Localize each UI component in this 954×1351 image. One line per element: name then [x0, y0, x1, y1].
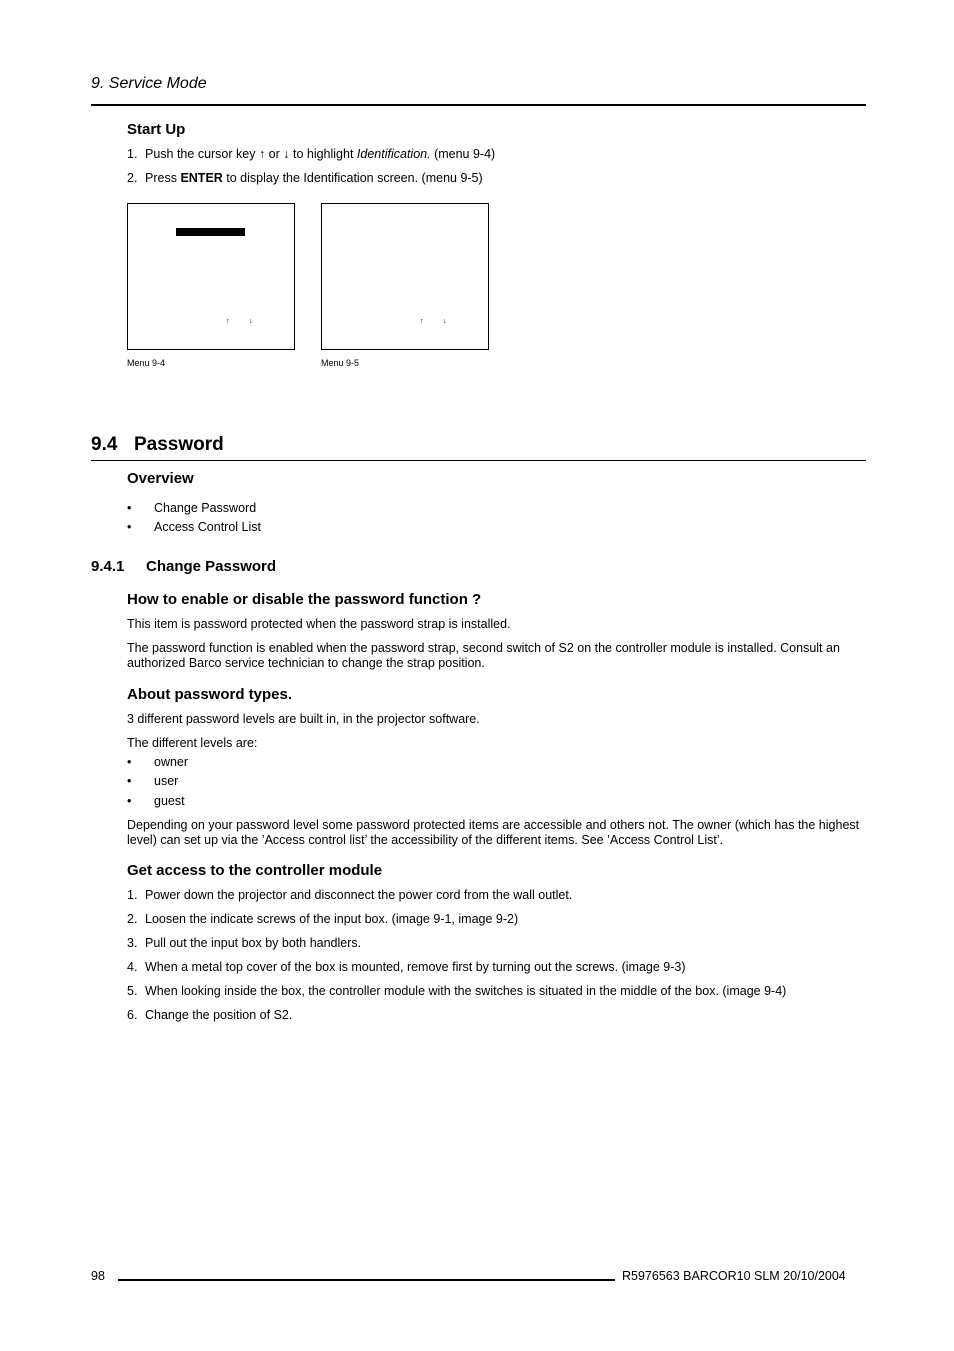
types-paragraph-3: Depending on your password level some password protected items are accessible and others not. The owner (which has the highest level) can set up via the ’Access control list’ the accessibility of the different items. See ’Access Control List’.	[127, 818, 860, 847]
bullet-icon: •	[127, 755, 132, 769]
menu-9-4-screen	[127, 203, 295, 350]
menu-9-5-caption: Menu 9-5	[321, 358, 360, 368]
bullet-icon: •	[127, 794, 132, 808]
types-paragraph-1: 3 different password levels are built in, in the projector software.	[127, 712, 480, 726]
access-heading: Get access to the controller module	[127, 862, 383, 879]
section-title: Password	[134, 434, 224, 455]
step-text-after: to display the Identification screen. (menu 9-5)	[222, 171, 483, 185]
subsection-number: 9.4.1	[91, 558, 125, 575]
access-step-2: 2. Loosen the indicate screws of the input box. (image 9-1, image 9-2)	[127, 912, 519, 926]
step-emphasis: Identification.	[356, 147, 431, 161]
header-rule	[91, 104, 866, 106]
page-number: 98	[91, 1269, 105, 1283]
enable-paragraph-1: This item is password protected when the password strap is installed.	[127, 617, 511, 631]
arrow-up-icon: ↑	[226, 318, 230, 325]
subsection-title: Change Password	[146, 558, 277, 575]
access-step-6: 6. Change the position of S2.	[127, 1008, 293, 1022]
bullet-icon: •	[127, 520, 132, 534]
section-rule	[91, 460, 866, 461]
chapter-title: 9. Service Mode	[91, 75, 207, 92]
access-step-4: 4. When a metal top cover of the box is mounted, remove first by turning out the screws. (image 9-3)	[127, 960, 686, 974]
document-reference: R5976563 BARCOR10 SLM 20/10/2004	[622, 1269, 846, 1283]
subsection-heading	[91, 558, 276, 575]
step-number: 2.	[127, 171, 138, 185]
enable-heading: How to enable or disable the password function ?	[127, 591, 482, 608]
step-number: 1.	[127, 147, 138, 161]
startup-step-2	[127, 171, 483, 186]
enable-paragraph-2: The password function is enabled when the password strap, second switch of S2 on the controller module is installed. Consult an authorized Barco service technician to change the strap position.	[127, 641, 840, 670]
bullet-icon: •	[127, 501, 132, 515]
access-step-3: 3. Pull out the input box by both handlers.	[127, 936, 362, 950]
menu-9-5-screen	[321, 203, 489, 350]
menu-9-4-caption: Menu 9-4	[127, 358, 166, 368]
step-strong: ENTER	[180, 171, 223, 185]
startup-heading: Start Up	[127, 121, 186, 138]
access-step-1: 1. Power down the projector and disconnect the power cord from the wall outlet.	[127, 888, 573, 902]
menu-highlight-bar	[176, 228, 245, 236]
footer-rule	[118, 1279, 615, 1281]
section-heading	[91, 434, 224, 456]
types-heading: About password types.	[127, 686, 293, 703]
arrow-up-icon: ↑	[420, 318, 424, 325]
step-text: Press	[145, 171, 181, 185]
arrow-down-icon: ↓	[443, 318, 447, 325]
section-number: 9.4	[91, 434, 118, 455]
overview-heading: Overview	[127, 470, 194, 487]
step-text-after: (menu 9-4)	[430, 147, 496, 161]
step-text: Push the cursor key ↑ or ↓ to highlight	[145, 147, 357, 161]
startup-step-1	[127, 147, 495, 162]
arrow-down-icon: ↓	[249, 318, 253, 325]
types-paragraph-2: The different levels are:	[127, 736, 258, 750]
access-step-5: 5. When looking inside the box, the controller module with the switches is situated in the middle of the box. (image 9-4)	[127, 984, 787, 998]
bullet-icon: •	[127, 774, 132, 788]
